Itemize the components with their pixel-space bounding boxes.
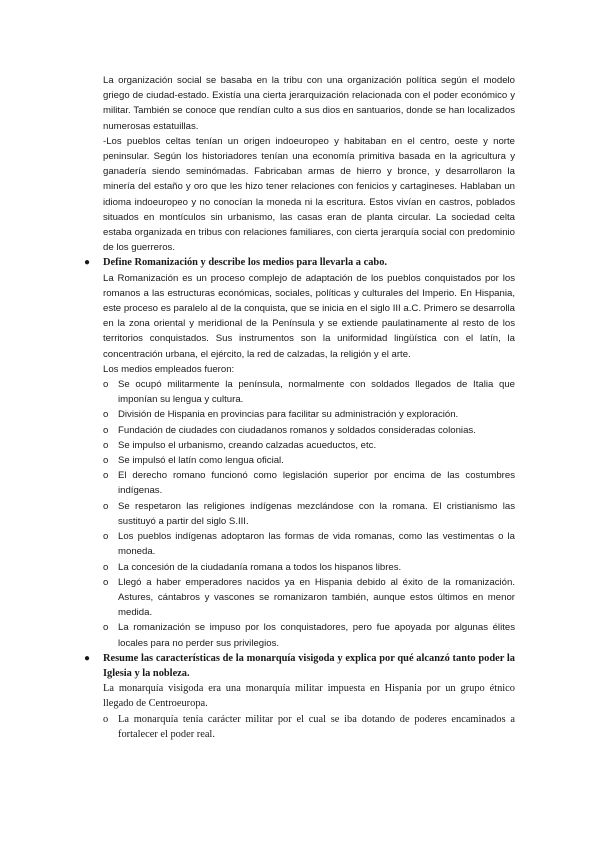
- list-item-text: Llegó a haber emperadores nacidos ya en Hispania debido al éxito de la romanización. Astures, cántabros y vascones se romanizaron también, aunque estos últimos en menor medida.: [118, 576, 515, 619]
- list-marker-icon: o: [103, 379, 109, 391]
- list-item: [103, 468, 515, 498]
- list-item: [103, 529, 515, 559]
- section-heading-visigoths: [84, 651, 515, 681]
- list-marker-icon: o: [103, 470, 109, 482]
- list-item: [103, 499, 515, 529]
- list-marker-icon: o: [103, 439, 109, 451]
- list-marker-icon: o: [103, 576, 109, 588]
- list-item-text: Se respetaron las religiones indígenas mezclándose con la romana. El cristianismo las sustituyó a partir del siglo S.III.: [118, 500, 515, 527]
- section-heading-romanization: [84, 255, 515, 270]
- section-heading-text: Define Romanización y describe los medios para llevarla a cabo.: [103, 257, 387, 269]
- document-body: [84, 73, 515, 742]
- means-list: [103, 377, 515, 651]
- list-item-text: La romanización se impuso por los conquistadores, pero fue apoyada por algunas élites locales para no perder sus privilegios.: [118, 622, 515, 649]
- intro-paragraph-iberians: La organización social se basaba en la tribu con una organización política según el modelo griego de ciudad-estado. Existía una cierta jerarquización relacionada con el poder económico y militar. También se conoce que rendían culto a sus dios en santuarios, donde se han localizados numerosas estatuillas.: [103, 75, 515, 132]
- list-marker-icon: o: [103, 531, 109, 543]
- list-marker-icon: o: [103, 455, 109, 467]
- list-item: [103, 453, 515, 468]
- list-marker-icon: o: [103, 424, 109, 436]
- list-item-text: Los pueblos indígenas adoptaron las formas de vida romanas, como las vestimentas o la moneda.: [118, 531, 515, 558]
- list-item: [103, 438, 515, 453]
- list-marker-icon: o: [103, 500, 109, 512]
- list-item-text: División de Hispania en provincias para facilitar su administración y exploración.: [118, 409, 459, 421]
- romanization-definition: La Romanización es un proceso complejo de adaptación de los pueblos conquistados por los romanos a las estructuras económicas, sociales, políticas y culturales del Imperio. En Hispania, este proceso es paralelo al de la conquista, que se inicia en el siglo III a.C. Primero se desarrolla en la zona oriental y meridional de la Península y se extiende paulatinamente al resto de los territorios conquistados. Sus instrumentos son la uniformidad lingüística con el latín, la concentración urbana, el ejército, la red de calzadas, la religión y el arte.: [103, 272, 515, 360]
- list-item-text: La monarquía tenía carácter militar por el cual se iba dotando de poderes encaminados a fortalecer el poder real.: [118, 713, 515, 740]
- list-item-text: La concesión de la ciudadanía romana a todos los hispanos libres.: [118, 561, 402, 573]
- list-item: [103, 377, 515, 407]
- list-item-text: Fundación de ciudades con ciudadanos romanos y soldados consideradas colonias.: [118, 424, 476, 436]
- visigoth-features-list: [103, 712, 515, 742]
- means-intro: Los medios empleados fueron:: [103, 363, 235, 375]
- bullet-icon: ●: [84, 257, 91, 269]
- list-item: [103, 575, 515, 621]
- list-item-text: Se ocupó militarmente la península, normalmente con soldados llegados de Italia que imponían su lengua y cultura.: [118, 379, 515, 406]
- list-item: [103, 620, 515, 650]
- list-item-text: Se impulsó el latín como lengua oficial.: [118, 455, 284, 467]
- list-marker-icon: o: [103, 561, 109, 573]
- list-item: [103, 712, 515, 742]
- section-heading-text: Resume las características de la monarquía visigoda y explica por qué alcanzó tanto poder la Iglesia y la nobleza.: [103, 652, 515, 679]
- intro-paragraph-celts: -Los pueblos celtas tenían un origen indoeuropeo y habitaban en el centro, oeste y norte peninsular. Según los historiadores tenían una economía primitiva basada en la agricultura y ganadería siendo seminómadas. Fabricaban armas de hierro y bronce, y desarrollaron la minería del estaño y oro que les hizo tener relaciones con fenicios y cartagineses. Hablaban un idioma indoeuropeo y no conocían la moneda ni la escritura. Estos vivían en castros, poblados situados en montículos sin urbanismo, las casas eran de planta circular. La sociedad celta estaba organizada en tribus con relaciones familiares, con cierta jerarquía social con predominio de los guerreros.: [103, 135, 515, 254]
- list-item: [103, 560, 515, 575]
- visigoth-monarchy-paragraph: La monarquía visigoda era una monarquía militar impuesta en Hispania por un grupo étnico llegado de Centroeuropa.: [103, 683, 515, 710]
- bullet-icon: ●: [84, 652, 91, 664]
- list-item: [103, 423, 515, 438]
- list-marker-icon: o: [103, 409, 109, 421]
- list-item: [103, 407, 515, 422]
- list-marker-icon: o: [103, 622, 109, 634]
- list-item-text: Se impulso el urbanismo, creando calzadas acueductos, etc.: [118, 439, 377, 451]
- list-marker-icon: o: [103, 713, 109, 725]
- list-item-text: El derecho romano funcionó como legislación superior por encima de las costumbres indígenas.: [118, 470, 515, 497]
